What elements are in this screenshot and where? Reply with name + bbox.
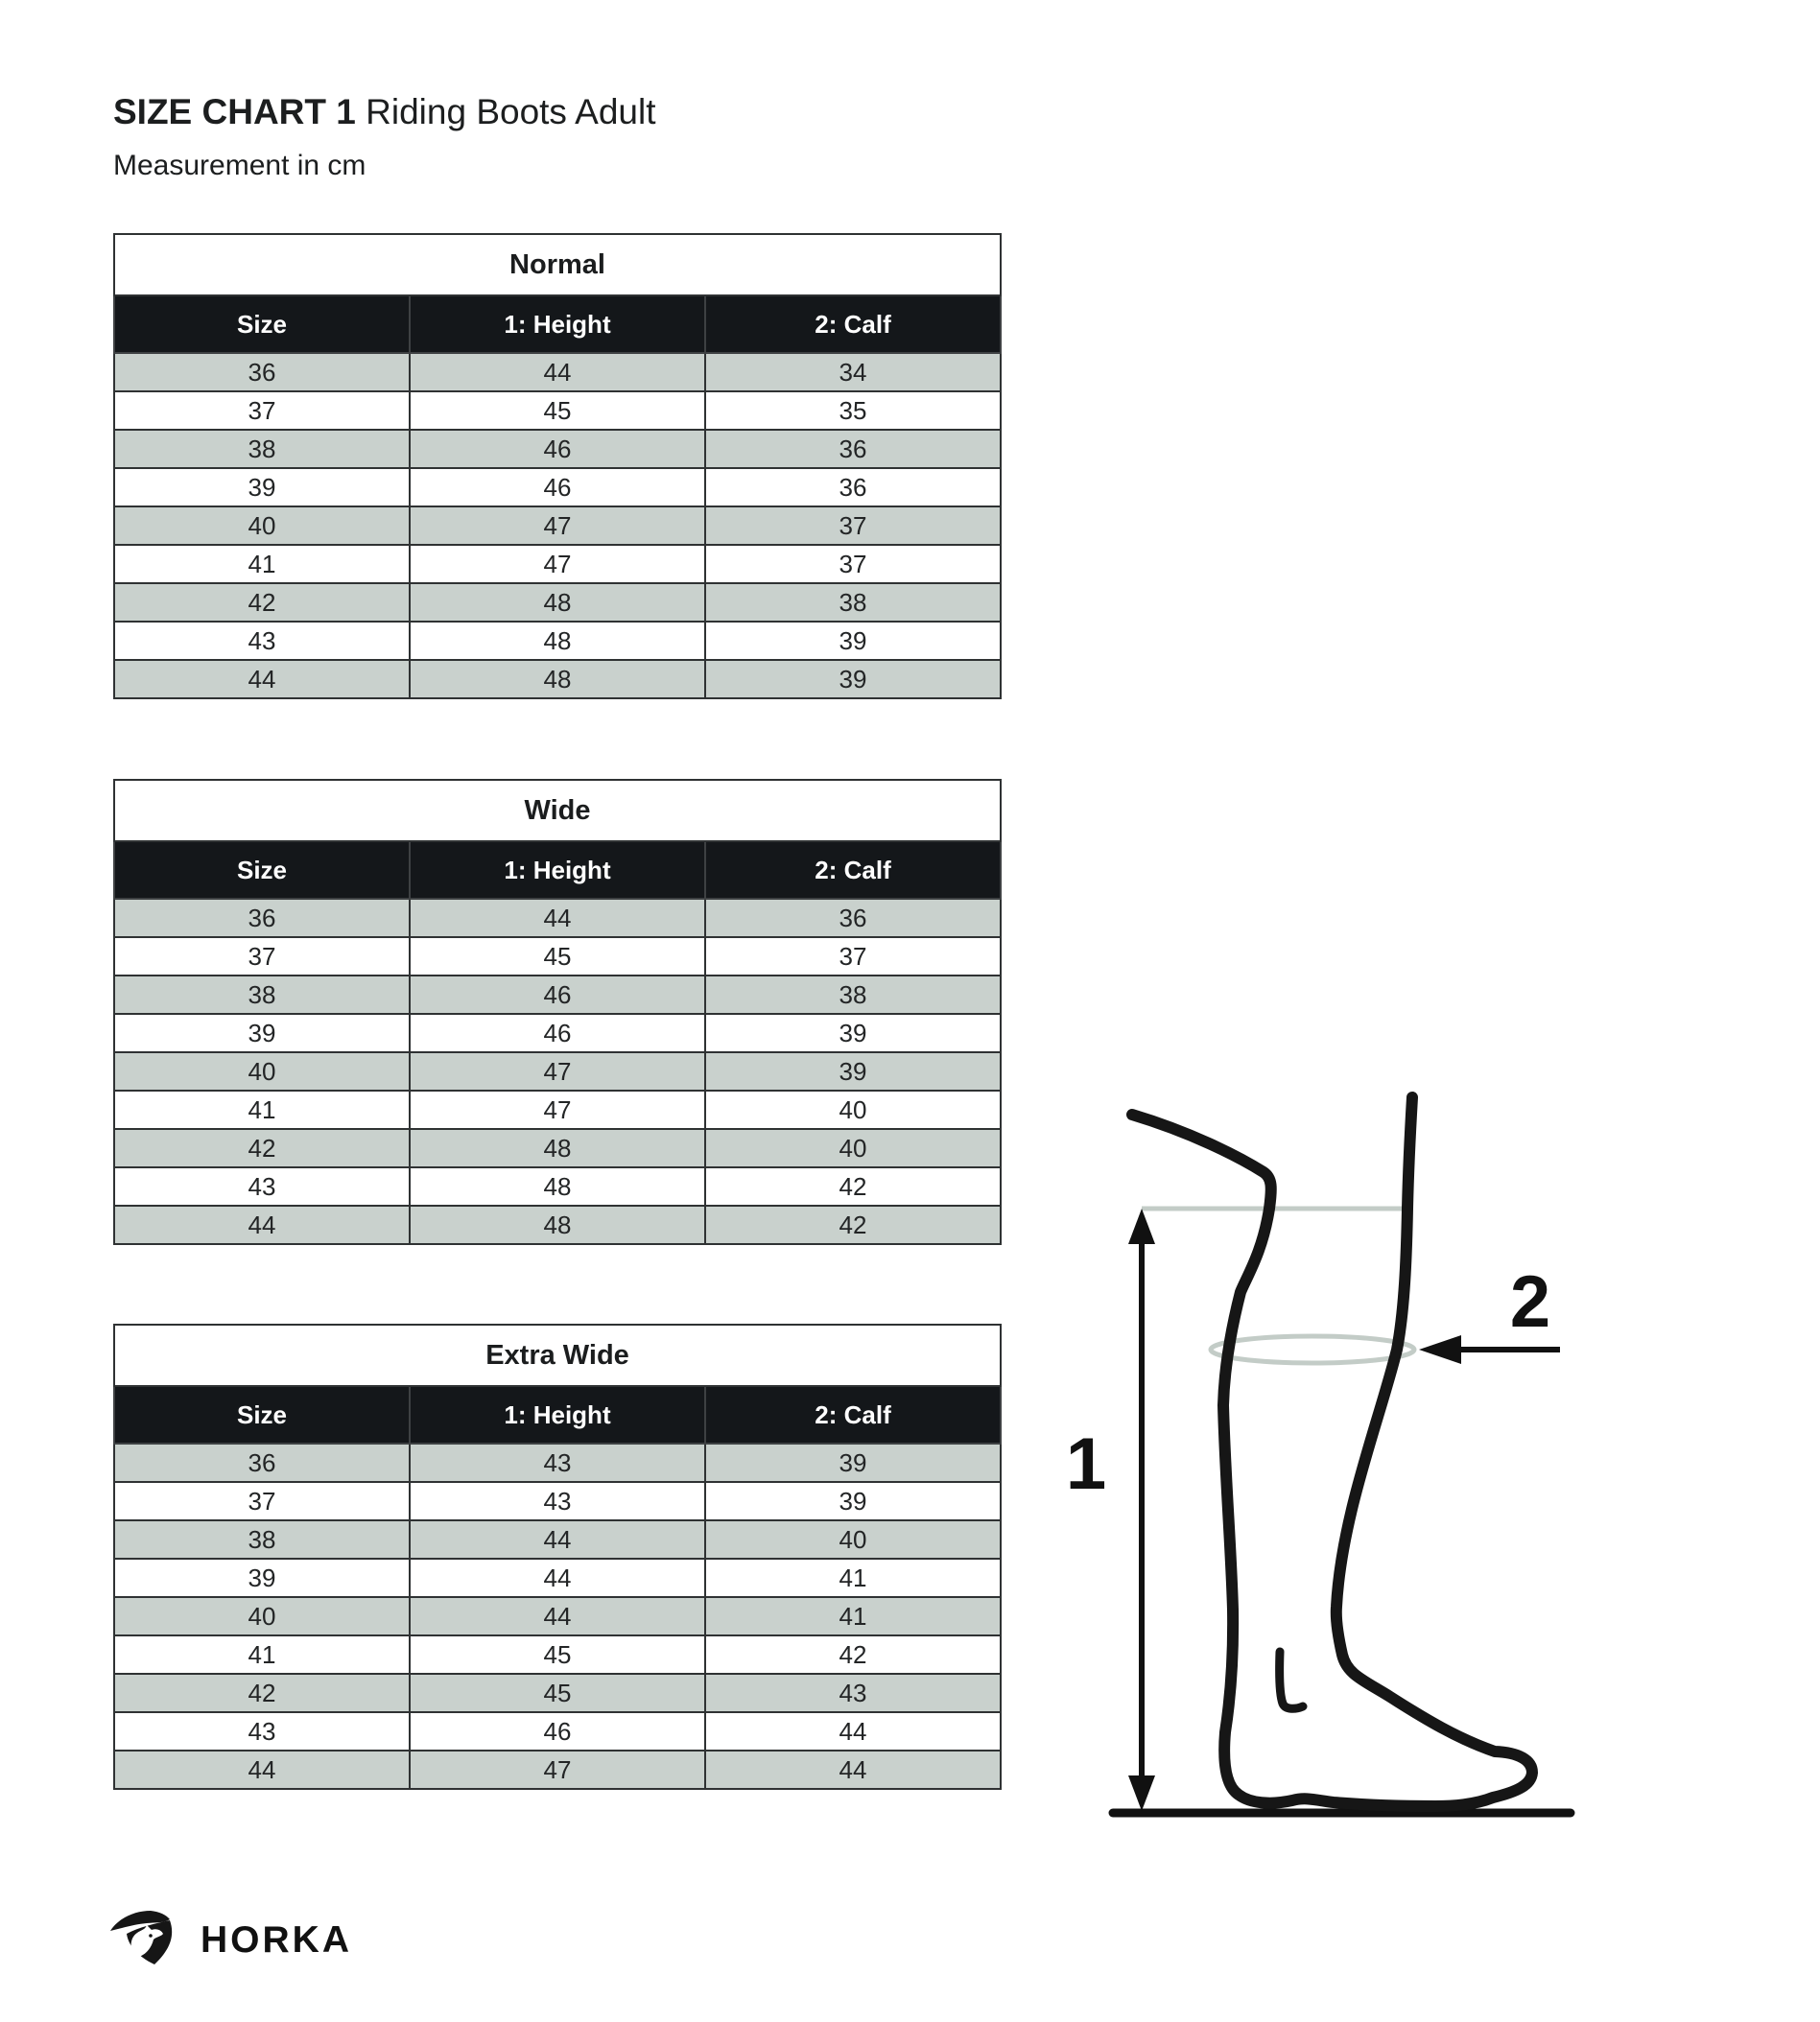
table-cell: 41 [114,1635,410,1674]
table-head [114,234,1001,353]
table-cell: 40 [705,1520,1001,1559]
table-row [114,506,1001,545]
table-cell: 47 [410,1091,705,1129]
table-cell: 40 [705,1091,1001,1129]
table-cell: 40 [114,1597,410,1635]
table-cell: 44 [114,1751,410,1789]
table-cell: 44 [705,1751,1001,1789]
table-cell: 39 [114,1014,410,1052]
table-cell: 47 [410,506,705,545]
table-cell: 41 [114,545,410,583]
table-row [114,899,1001,937]
table-cell: 43 [114,1167,410,1206]
table-cell: 45 [410,1674,705,1712]
table-cell: 48 [410,1167,705,1206]
table-cell: 43 [410,1444,705,1482]
table-cell: 45 [410,391,705,430]
table-title: Normal [114,234,1001,295]
column-header-height: 1: Height [410,295,705,353]
table-cell: 42 [114,1674,410,1712]
document-header [113,92,656,182]
column-header-row [114,841,1001,899]
table-cell: 43 [114,1712,410,1751]
size-table-extra-wide [113,1324,1002,1790]
column-header-height: 1: Height [410,1386,705,1444]
table-cell: 44 [410,1597,705,1635]
table-cell: 47 [410,1751,705,1789]
table-row [114,430,1001,468]
table-cell: 48 [410,583,705,622]
table-row [114,1206,1001,1244]
table-cell: 38 [114,430,410,468]
table-cell: 48 [410,622,705,660]
column-header-size: Size [114,841,410,899]
table-cell: 37 [114,1482,410,1520]
height-arrow-icon [1128,1209,1155,1811]
column-header-row [114,1386,1001,1444]
table-cell: 46 [410,430,705,468]
table-cell: 40 [705,1129,1001,1167]
table-cell: 43 [114,622,410,660]
table-row [114,1712,1001,1751]
table-cell: 46 [410,1712,705,1751]
table-title: Extra Wide [114,1325,1001,1386]
column-header-height: 1: Height [410,841,705,899]
table-row [114,468,1001,506]
page-subtitle: Measurement in cm [113,150,366,181]
table-cell: 45 [410,937,705,976]
table-row [114,622,1001,660]
page-title-bold: SIZE CHART 1 [113,92,356,131]
table-row [114,1674,1001,1712]
table-cell: 40 [114,1052,410,1091]
height-measure-label: 1 [1065,1423,1107,1505]
table-row [114,660,1001,698]
table-cell: 46 [410,468,705,506]
table-title: Wide [114,780,1001,841]
table-cell: 39 [705,660,1001,698]
table-cell: 39 [705,1444,1001,1482]
ankle-mark [1280,1652,1303,1708]
table-row [114,1052,1001,1091]
table-row [114,583,1001,622]
table-cell: 36 [705,468,1001,506]
table-cell: 37 [705,937,1001,976]
table-row [114,1520,1001,1559]
page-title-rest: Riding Boots Adult [366,92,656,131]
table-cell: 44 [410,1559,705,1597]
table-cell: 46 [410,976,705,1014]
table-cell: 42 [114,1129,410,1167]
table-row [114,937,1001,976]
table-row [114,353,1001,391]
leg-outline [1132,1097,1532,1806]
table-row [114,1167,1001,1206]
table-cell: 44 [114,1206,410,1244]
table-cell: 41 [705,1597,1001,1635]
table-cell: 38 [114,976,410,1014]
table-cell: 42 [705,1206,1001,1244]
table-cell: 47 [410,1052,705,1091]
horka-shield-icon [101,1904,187,1976]
column-header-size: Size [114,295,410,353]
table-cell: 38 [705,976,1001,1014]
table-head [114,1325,1001,1444]
table-row [114,976,1001,1014]
table-cell: 39 [114,468,410,506]
table-cell: 48 [410,1206,705,1244]
column-header-calf: 2: Calf [705,1386,1001,1444]
table-row [114,545,1001,583]
column-header-size: Size [114,1386,410,1444]
table-cell: 37 [705,545,1001,583]
brand-logo [101,1904,352,1976]
table-cell: 37 [114,391,410,430]
column-header-row [114,295,1001,353]
table-cell: 41 [114,1091,410,1129]
table-title-row [114,1325,1001,1386]
table-body [114,1444,1001,1789]
table-row [114,1014,1001,1052]
table-cell: 36 [114,353,410,391]
table-cell: 44 [410,1520,705,1559]
table-title-row [114,234,1001,295]
table-row [114,1559,1001,1597]
table-cell: 48 [410,1129,705,1167]
table-row [114,1635,1001,1674]
size-table-wide [113,779,1002,1245]
table-cell: 39 [705,1014,1001,1052]
table-cell: 47 [410,545,705,583]
table-cell: 42 [705,1167,1001,1206]
table-cell: 38 [114,1520,410,1559]
table-cell: 44 [410,899,705,937]
table-row [114,1597,1001,1635]
table-cell: 44 [114,660,410,698]
table-row [114,391,1001,430]
table-cell: 35 [705,391,1001,430]
table-body [114,353,1001,698]
table-cell: 42 [705,1635,1001,1674]
table-cell: 37 [114,937,410,976]
table-cell: 39 [114,1559,410,1597]
leg-measurement-diagram-icon [1046,1055,1641,1842]
column-header-calf: 2: Calf [705,841,1001,899]
table-body [114,899,1001,1244]
table-cell: 39 [705,1052,1001,1091]
table-cell: 37 [705,506,1001,545]
table-cell: 40 [114,506,410,545]
table-row [114,1751,1001,1789]
table-cell: 36 [705,899,1001,937]
table-cell: 48 [410,660,705,698]
table-cell: 44 [410,353,705,391]
table-row [114,1129,1001,1167]
table-row [114,1444,1001,1482]
table-cell: 46 [410,1014,705,1052]
table-cell: 43 [410,1482,705,1520]
size-table-normal [113,233,1002,699]
brand-logo-text: HORKA [201,1918,352,1961]
calf-measure-label: 2 [1509,1261,1551,1343]
table-cell: 43 [705,1674,1001,1712]
table-cell: 36 [114,1444,410,1482]
table-cell: 34 [705,353,1001,391]
column-header-calf: 2: Calf [705,295,1001,353]
calf-circumference-ellipse [1211,1336,1414,1363]
table-cell: 44 [705,1712,1001,1751]
table-cell: 42 [114,583,410,622]
table-cell: 36 [705,430,1001,468]
table-cell: 39 [705,622,1001,660]
table-cell: 39 [705,1482,1001,1520]
table-head [114,780,1001,899]
page-title [113,92,656,132]
table-title-row [114,780,1001,841]
table-cell: 41 [705,1559,1001,1597]
table-row [114,1482,1001,1520]
table-row [114,1091,1001,1129]
table-cell: 38 [705,583,1001,622]
table-cell: 36 [114,899,410,937]
table-cell: 45 [410,1635,705,1674]
